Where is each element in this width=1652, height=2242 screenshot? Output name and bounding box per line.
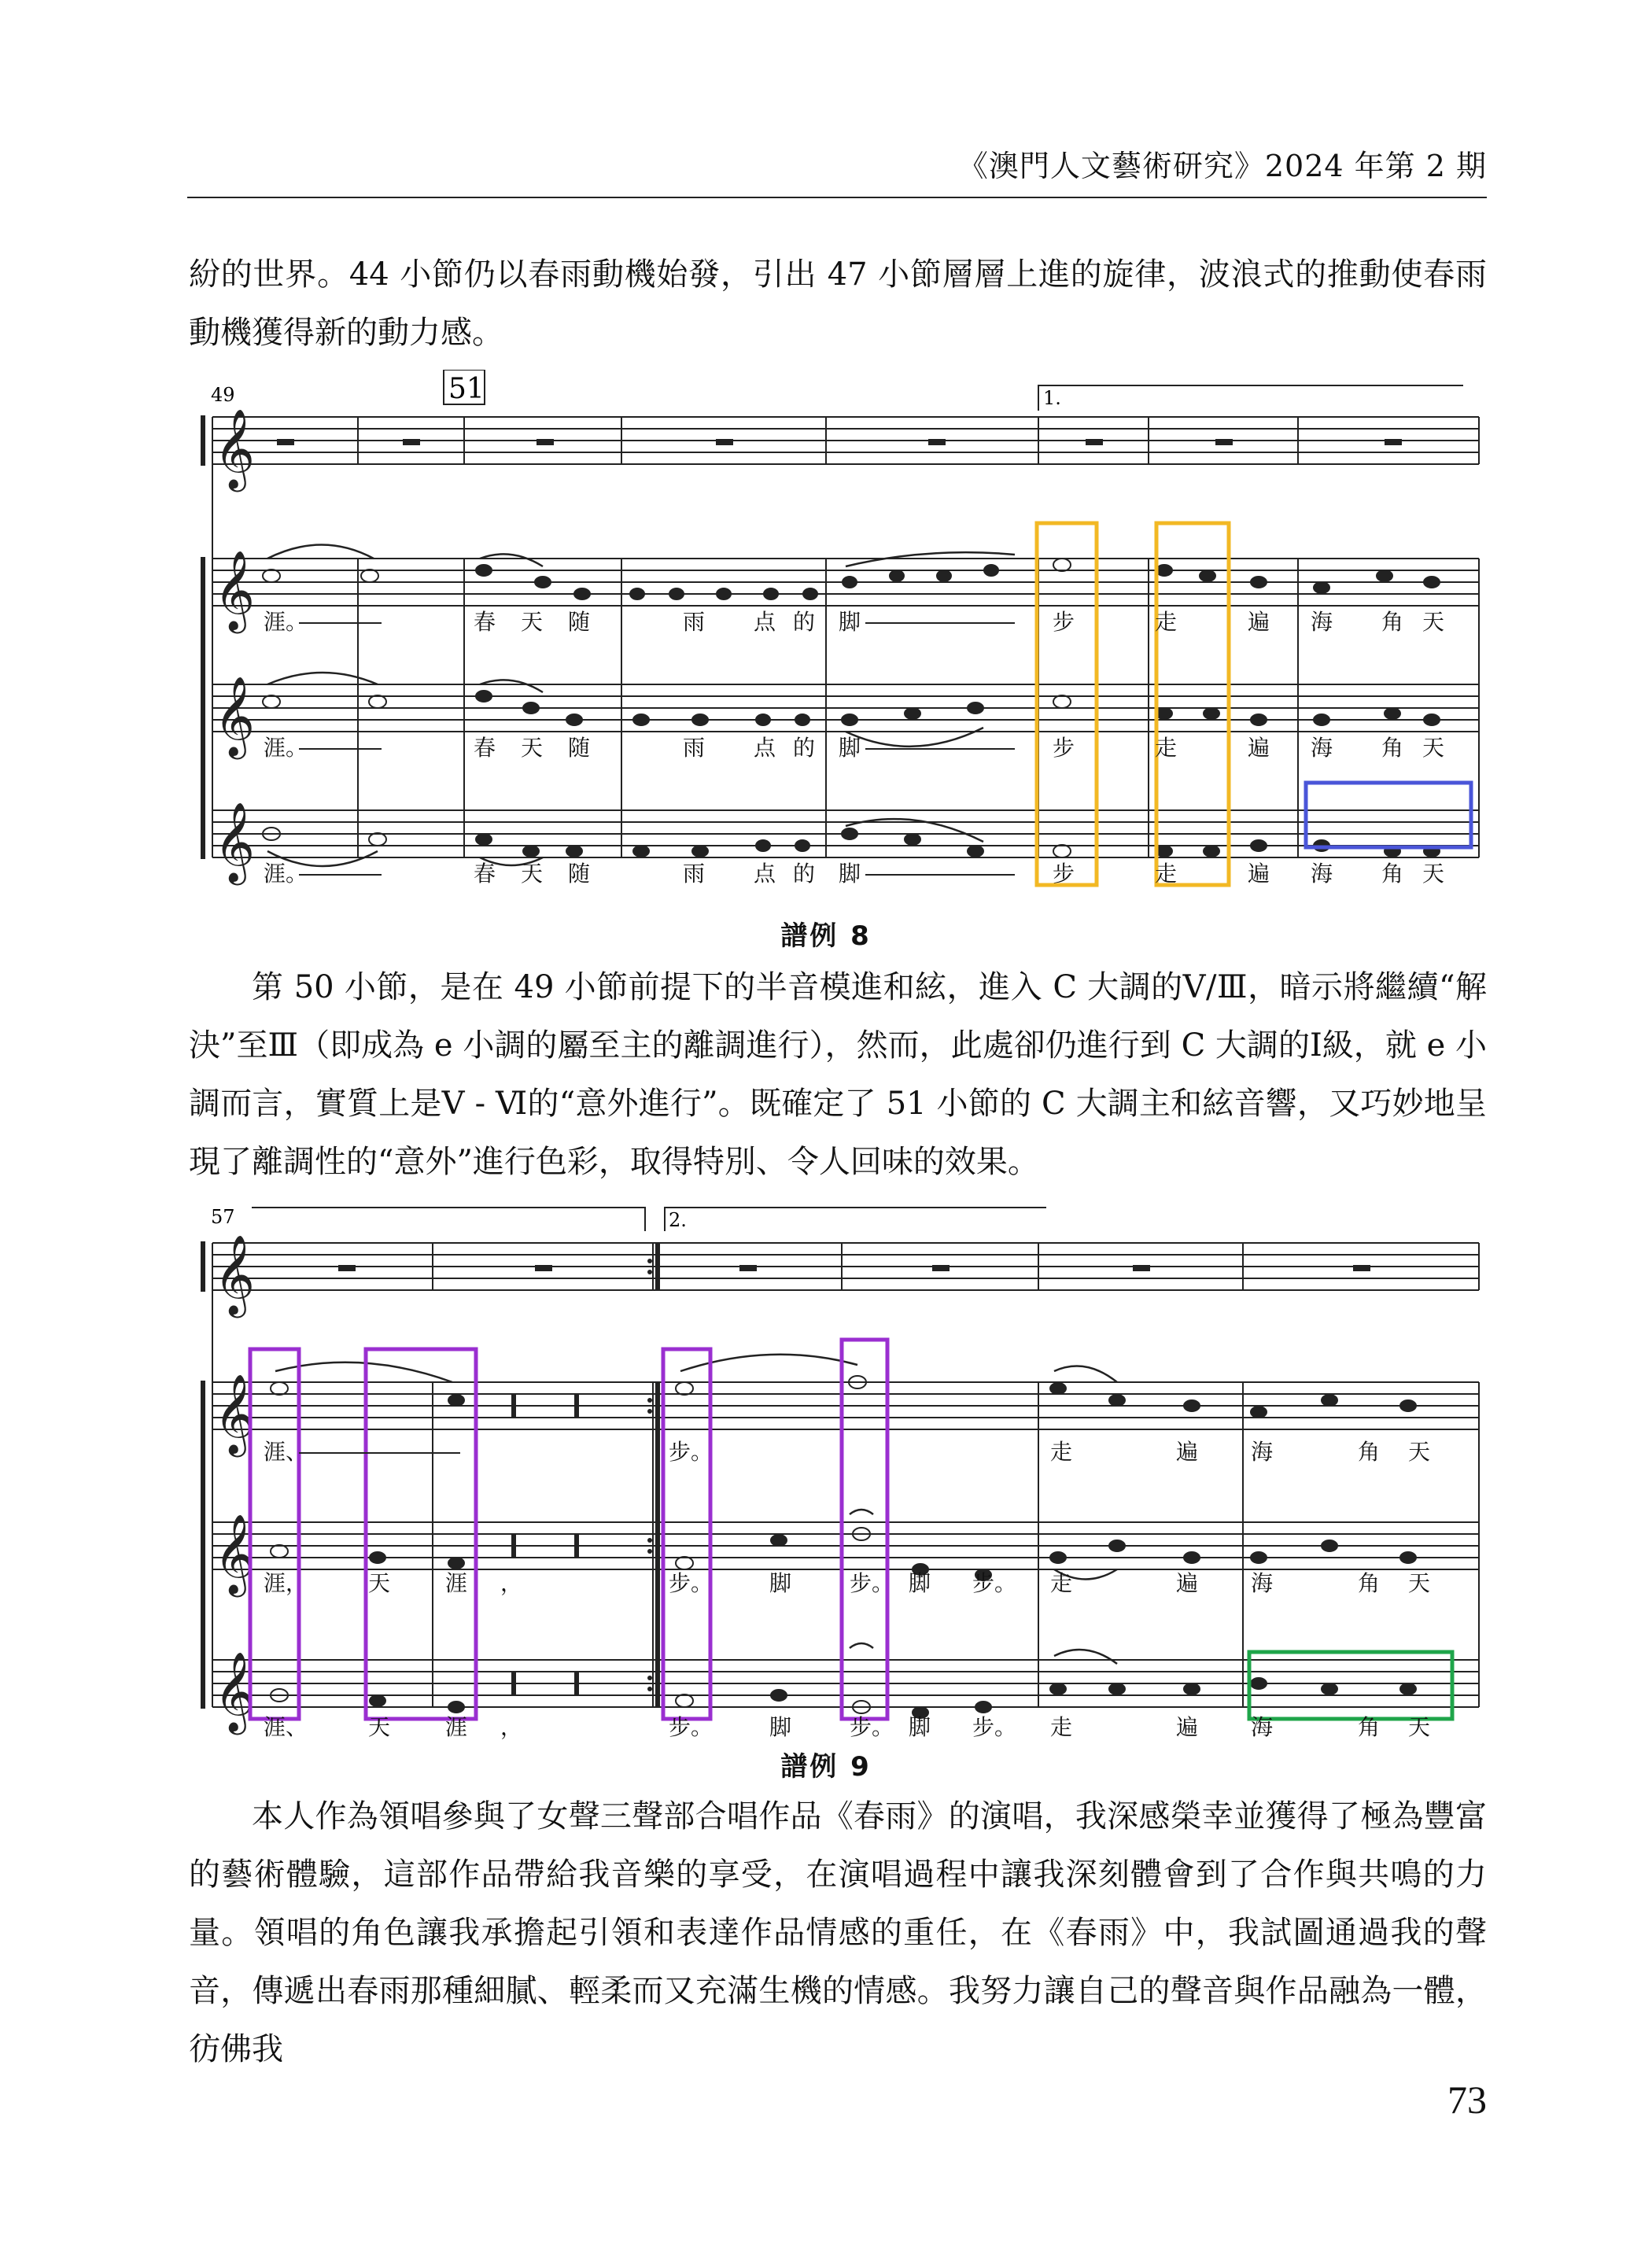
lyric: 角 (1358, 1570, 1381, 1596)
lyric: 涯 (445, 1570, 468, 1596)
paragraph-1: 紛的世界。44 小節仍以春雨動機始發，引出 47 小節層層上進的旋律，波浪式的推動使春雨動機獲得新的動力感。 (189, 256, 1487, 351)
treble-clef-icon: 𝄞 (214, 549, 256, 630)
lyric: 角 (1358, 1714, 1381, 1740)
lyric: 春 (474, 861, 496, 887)
lyric: 遍 (1176, 1714, 1199, 1740)
lyric: 海 (1311, 735, 1333, 761)
measure-number: 49 (211, 384, 235, 406)
treble-clef-icon: 𝄞 (214, 1513, 256, 1594)
lyric: 雨 (683, 861, 706, 887)
lyric: 脚 (839, 861, 861, 887)
lyric: 天 (368, 1570, 391, 1596)
lyric: 随 (568, 861, 591, 887)
caption-example-8: 譜例 8 (780, 920, 872, 952)
lyric: 天 (521, 861, 544, 887)
lyric: 角 (1381, 609, 1404, 635)
treble-clef-icon: 𝄞 (214, 801, 256, 882)
lyric: 角 (1381, 735, 1404, 761)
score-example-9 (0, 1200, 1652, 1742)
lyric: 春 (474, 735, 496, 761)
lyric: 脚 (909, 1714, 931, 1740)
highlight-box-green (1249, 1652, 1452, 1719)
lyric: 步。 (669, 1439, 714, 1465)
paragraph-2: 第 50 小節，是在 49 小節前提下的半音模進和絃，進入 C 大調的Ⅴ/Ⅲ，暗示將繼續“解決”至Ⅲ（即成為 e 小調的屬至主的離調進行），然而，此處卻仍進行到 C 大調的Ⅰ級，就 e 小調而言，實質上是Ⅴ - Ⅵ的“意外進行”。既確定了 51 小節的 C 大調主和絃音響，又巧妙地呈現了離調性的“意外”進行色彩，取得特別、令人回味的效果。 (189, 969, 1487, 1180)
treble-clef-icon: 𝄞 (214, 1233, 256, 1315)
lyric: 雨 (683, 609, 706, 635)
lyric: 涯 (445, 1714, 468, 1740)
lyric: 海 (1251, 1439, 1274, 1465)
volta-label: 2. (669, 1209, 687, 1231)
lyric: 步。 (850, 1570, 894, 1596)
lyric: 天 (1408, 1714, 1431, 1740)
lyric: 天 (1408, 1570, 1431, 1596)
lyric: 点 (754, 861, 776, 887)
lyric: 随 (568, 735, 591, 761)
lyric: 涯、 (264, 1439, 308, 1465)
highlight-box-yellow (1037, 523, 1097, 885)
lyric: 随 (568, 609, 591, 635)
rehearsal-mark: 51 (448, 373, 485, 405)
lyric: 角 (1358, 1439, 1381, 1465)
lyric: 海 (1311, 861, 1333, 887)
lyric: 走 (1050, 1439, 1073, 1465)
lyric: 遍 (1176, 1570, 1199, 1596)
lyric: 脚 (839, 735, 861, 761)
lyric: 涯、 (264, 1714, 308, 1740)
treble-clef-icon: 𝄞 (214, 1650, 256, 1731)
measure-number: 57 (211, 1206, 235, 1228)
lyric: 遍 (1176, 1439, 1199, 1465)
lyric: 步。 (972, 1570, 1017, 1596)
lyric: 走 (1155, 609, 1178, 635)
lyric: 天 (1422, 861, 1445, 887)
lyric: 遍 (1248, 609, 1270, 635)
lyric: 涯。 (264, 735, 308, 761)
lyric: 海 (1311, 609, 1333, 635)
lyric: 海 (1251, 1570, 1274, 1596)
treble-clef-icon: 𝄞 (214, 675, 256, 756)
staff-line-group-1 (212, 417, 1479, 464)
treble-clef-icon: 𝄞 (214, 1373, 256, 1454)
lyric: 天 (1408, 1439, 1431, 1465)
lyric: 步。 (972, 1714, 1017, 1740)
volta-label: 1. (1043, 387, 1061, 409)
lyric: 的 (793, 609, 816, 635)
lyric: 天 (521, 735, 544, 761)
lyric: 走 (1050, 1570, 1073, 1596)
score-example-8 (0, 370, 1652, 905)
header-rule (187, 197, 1487, 198)
lyric: 脚 (909, 1570, 931, 1596)
treble-clef-icon: 𝄞 (214, 407, 256, 489)
page-number: 73 (1447, 2078, 1487, 2122)
lyric: 春 (474, 609, 496, 635)
lyric: 天 (1422, 735, 1445, 761)
caption-example-9: 譜例 9 (780, 1751, 872, 1783)
journal-header: 《澳門人文藝術研究》2024 年第 2 期 (957, 149, 1487, 183)
lyric: 步。 (669, 1714, 714, 1740)
lyric: 步 (1053, 735, 1075, 761)
lyric: 涯， (264, 1570, 308, 1596)
lyric: 脚 (769, 1570, 792, 1596)
lyric: 天 (521, 609, 544, 635)
lyric: 脚 (839, 609, 861, 635)
lyric: 遍 (1248, 861, 1270, 887)
lyric: 走 (1155, 861, 1178, 887)
lyric: 步 (1053, 861, 1075, 887)
lyric: 走 (1155, 735, 1178, 761)
lyric: 海 (1251, 1714, 1274, 1740)
lyric: 的 (793, 735, 816, 761)
lyric: 脚 (769, 1714, 792, 1740)
lyric: 角 (1381, 861, 1404, 887)
highlight-box-blue (1306, 783, 1471, 847)
lyric: 遍 (1248, 735, 1270, 761)
lyric: 的 (793, 861, 816, 887)
lyric: 走 (1050, 1714, 1073, 1740)
lyric: 步 (1053, 609, 1075, 635)
lyric: 步。 (850, 1714, 894, 1740)
lyric: 天 (1422, 609, 1445, 635)
lyric: 涯。 (264, 861, 308, 887)
lyric: 雨 (683, 735, 706, 761)
lyric: 点 (754, 735, 776, 761)
lyric: 点 (754, 609, 776, 635)
paragraph-3: 本人作為領唱參與了女聲三聲部合唱作品《春雨》的演唱，我深感榮幸並獲得了極為豐富的藝術體驗，這部作品帶給我音樂的享受，在演唱過程中讓我深刻體會到了合作與共鳴的力量。領唱的角色讓我承擔起引領和表達作品情感的重任，在《春雨》中，我試圖通過我的聲音，傳遞出春雨那種細膩、輕柔而又充滿生機的情感。我努力讓自己的聲音與作品融為一體，彷佛我 (189, 1798, 1487, 2067)
lyric: ， (500, 1714, 523, 1740)
lyric: 天 (368, 1714, 391, 1740)
lyric: 涯。 (264, 609, 308, 635)
lyric: 步。 (669, 1570, 714, 1596)
highlight-box-yellow (1156, 523, 1229, 885)
highlight-box-purple (842, 1340, 887, 1719)
lyric: ， (500, 1570, 523, 1596)
